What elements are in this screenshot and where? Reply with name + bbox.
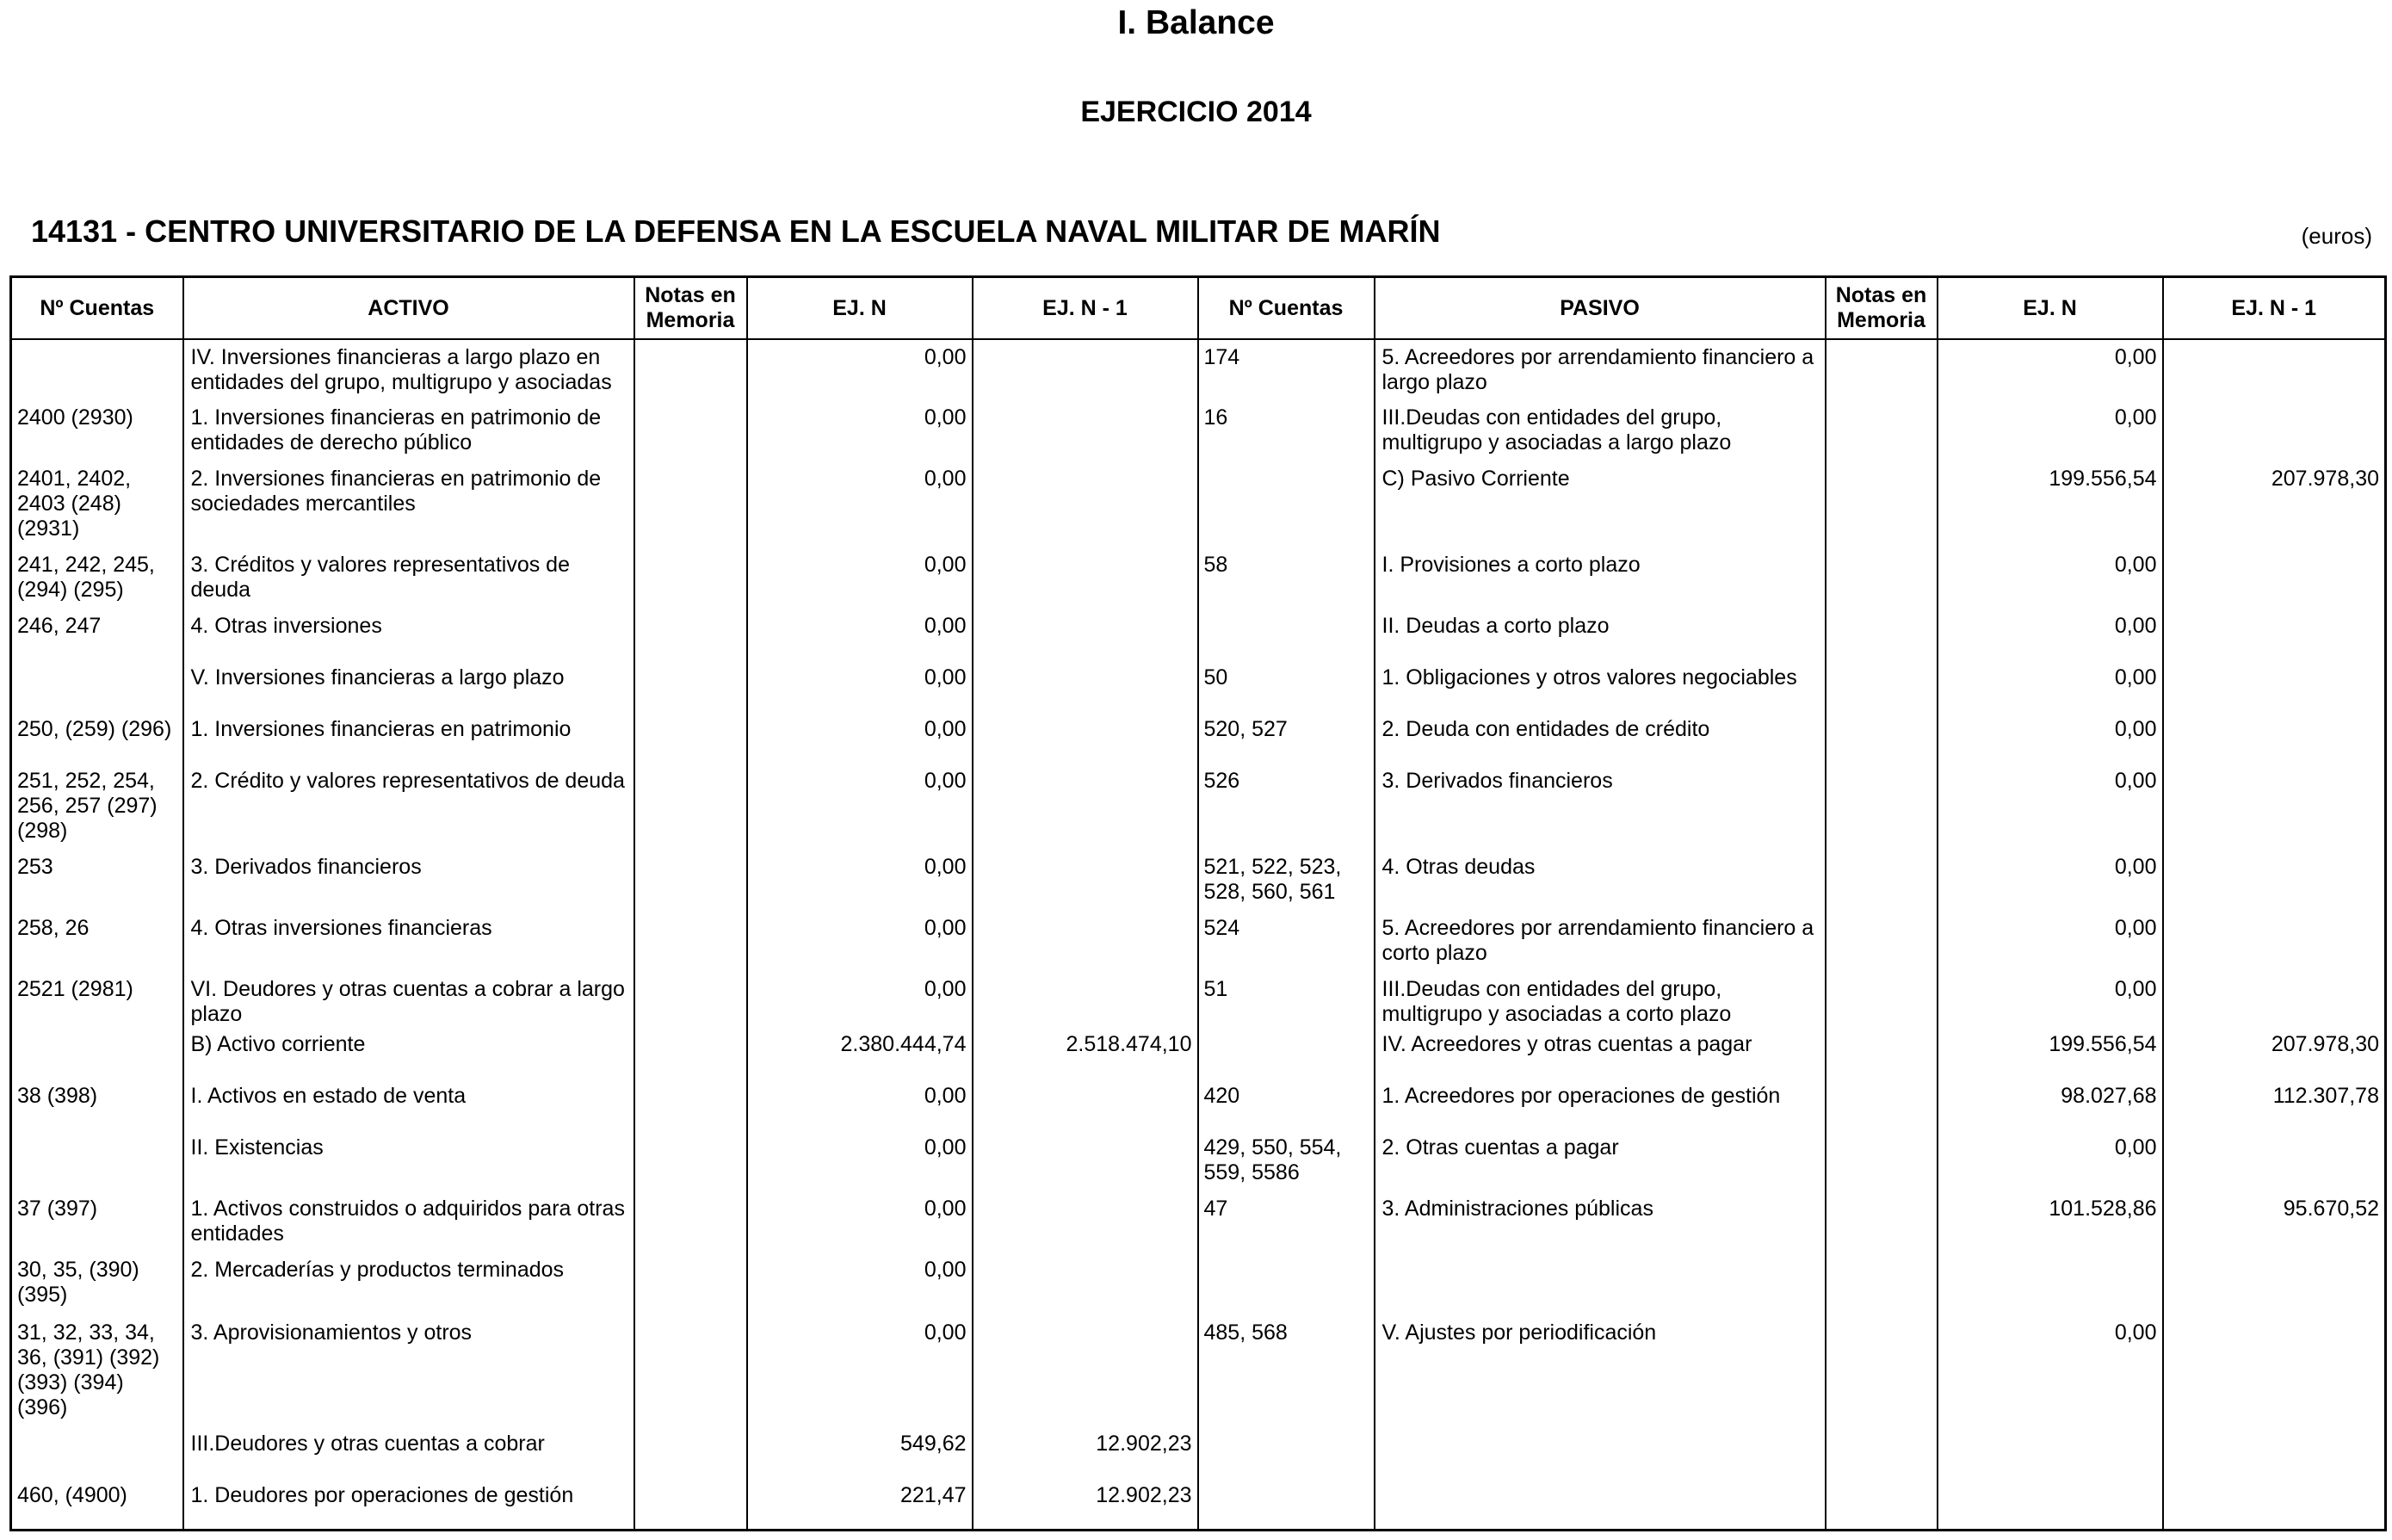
notas-activo <box>634 400 747 461</box>
table-row <box>11 972 2386 1027</box>
table-row <box>11 1315 2386 1426</box>
header-pasivo: PASIVO <box>1375 277 1826 340</box>
activo-ej-n: 0,00 <box>747 1079 973 1130</box>
table-row <box>11 547 2386 609</box>
notas-activo <box>634 461 747 547</box>
activo-ej-n: 0,00 <box>747 1252 973 1315</box>
table-row <box>11 850 2386 911</box>
pasivo-ej-n1: 95.670,52 <box>2163 1191 2386 1252</box>
account-codes-activo: 253 <box>11 850 183 911</box>
notas-pasivo <box>1826 712 1938 764</box>
pasivo-ej-n1 <box>2163 712 2386 764</box>
account-codes-activo: 2521 (2981) <box>11 972 183 1027</box>
pasivo-label: 5. Acreedores por arrendamiento financiero a corto plazo <box>1375 911 1826 972</box>
header-ej-n1-pasivo: EJ. N - 1 <box>2163 277 2386 340</box>
activo-ej-n1: 2.518.474,10 <box>973 1027 1198 1079</box>
notas-activo <box>634 850 747 911</box>
header-ej-n1-activo: EJ. N - 1 <box>973 277 1198 340</box>
header-cuentas-activo: Nº Cuentas <box>11 277 183 340</box>
header-notas-pasivo: Notas en Memoria <box>1826 277 1938 340</box>
activo-ej-n: 0,00 <box>747 339 973 400</box>
activo-ej-n1 <box>973 461 1198 547</box>
header-ej-n-pasivo: EJ. N <box>1938 277 2163 340</box>
table-row <box>11 1027 2386 1079</box>
page-title: I. Balance <box>1117 4 1275 41</box>
entity-heading: 14131 - CENTRO UNIVERSITARIO DE LA DEFENSA EN LA ESCUELA NAVAL MILITAR DE MARÍN <box>31 213 1441 249</box>
activo-ej-n1 <box>973 400 1198 461</box>
pasivo-label: III.Deudas con entidades del grupo, multigrupo y asociadas a largo plazo <box>1375 400 1826 461</box>
activo-ej-n: 2.380.444,74 <box>747 1027 973 1079</box>
table-row <box>11 400 2386 461</box>
account-codes-activo: 37 (397) <box>11 1191 183 1252</box>
pasivo-label: 2. Deuda con entidades de crédito <box>1375 712 1826 764</box>
account-codes-activo: 246, 247 <box>11 609 183 660</box>
table-row <box>11 609 2386 660</box>
account-codes-activo <box>11 660 183 712</box>
account-codes-pasivo: 520, 527 <box>1198 712 1375 764</box>
pasivo-ej-n1: 207.978,30 <box>2163 1027 2386 1079</box>
activo-ej-n: 0,00 <box>747 712 973 764</box>
notas-pasivo <box>1826 1191 1938 1252</box>
account-codes-activo <box>11 1027 183 1079</box>
table-row <box>11 1130 2386 1191</box>
account-codes-pasivo: 47 <box>1198 1191 1375 1252</box>
pasivo-ej-n: 0,00 <box>1938 609 2163 660</box>
activo-ej-n: 0,00 <box>747 1191 973 1252</box>
pasivo-ej-n1 <box>2163 764 2386 850</box>
notas-pasivo <box>1826 1315 1938 1426</box>
pasivo-label: 4. Otras deudas <box>1375 850 1826 911</box>
activo-ej-n1: 12.902,23 <box>973 1426 1198 1478</box>
activo-ej-n: 0,00 <box>747 1315 973 1426</box>
table-row <box>11 461 2386 547</box>
activo-ej-n1 <box>973 972 1198 1027</box>
account-codes-activo: 31, 32, 33, 34, 36, (391) (392) (393) (394) (396) <box>11 1315 183 1426</box>
notas-pasivo <box>1826 1252 1938 1315</box>
pasivo-label: 5. Acreedores por arrendamiento financiero a largo plazo <box>1375 339 1826 400</box>
notas-activo <box>634 972 747 1027</box>
notas-activo <box>634 712 747 764</box>
notas-activo <box>634 1478 747 1530</box>
notas-pasivo <box>1826 400 1938 461</box>
pasivo-label: V. Ajustes por periodificación <box>1375 1315 1826 1426</box>
pasivo-ej-n1: 112.307,78 <box>2163 1079 2386 1130</box>
account-codes-pasivo: 524 <box>1198 911 1375 972</box>
activo-ej-n: 0,00 <box>747 660 973 712</box>
notas-activo <box>634 609 747 660</box>
account-codes-pasivo <box>1198 461 1375 547</box>
pasivo-label: I. Provisiones a corto plazo <box>1375 547 1826 609</box>
activo-ej-n: 0,00 <box>747 911 973 972</box>
notas-activo <box>634 911 747 972</box>
pasivo-ej-n1 <box>2163 609 2386 660</box>
account-codes-activo: 258, 26 <box>11 911 183 972</box>
pasivo-ej-n1: 207.978,30 <box>2163 461 2386 547</box>
account-codes-pasivo <box>1198 1426 1375 1478</box>
activo-label: 1. Activos construidos o adquiridos para otras entidades <box>183 1191 634 1252</box>
notas-activo <box>634 547 747 609</box>
pasivo-ej-n: 199.556,54 <box>1938 461 2163 547</box>
activo-label: 1. Inversiones financieras en patrimonio <box>183 712 634 764</box>
activo-label: 2. Mercaderías y productos terminados <box>183 1252 634 1315</box>
activo-label: 2. Crédito y valores representativos de deuda <box>183 764 634 850</box>
pasivo-label: 1. Obligaciones y otros valores negociables <box>1375 660 1826 712</box>
activo-ej-n1 <box>973 1079 1198 1130</box>
notas-pasivo <box>1826 547 1938 609</box>
header-notas-activo: Notas en Memoria <box>634 277 747 340</box>
activo-ej-n: 0,00 <box>747 400 973 461</box>
notas-activo <box>634 1027 747 1079</box>
header-ej-n-activo: EJ. N <box>747 277 973 340</box>
notas-activo <box>634 660 747 712</box>
notas-pasivo <box>1826 764 1938 850</box>
activo-label: 4. Otras inversiones <box>183 609 634 660</box>
account-codes-activo: 2400 (2930) <box>11 400 183 461</box>
table-row <box>11 1079 2386 1130</box>
pasivo-ej-n: 0,00 <box>1938 400 2163 461</box>
pasivo-label: C) Pasivo Corriente <box>1375 461 1826 547</box>
notas-activo <box>634 1426 747 1478</box>
notas-activo <box>634 1079 747 1130</box>
activo-label: 1. Deudores por operaciones de gestión <box>183 1478 634 1530</box>
account-codes-activo: 38 (398) <box>11 1079 183 1130</box>
pasivo-label: II. Deudas a corto plazo <box>1375 609 1826 660</box>
account-codes-pasivo <box>1198 1027 1375 1079</box>
pasivo-ej-n <box>1938 1252 2163 1315</box>
pasivo-ej-n1 <box>2163 1130 2386 1191</box>
balance-table <box>9 275 2387 1531</box>
activo-ej-n1: 12.902,23 <box>973 1478 1198 1530</box>
activo-ej-n1 <box>973 850 1198 911</box>
pasivo-label: 3. Administraciones públicas <box>1375 1191 1826 1252</box>
activo-label: III.Deudores y otras cuentas a cobrar <box>183 1426 634 1478</box>
account-codes-activo: 251, 252, 254, 256, 257 (297) (298) <box>11 764 183 850</box>
activo-ej-n: 0,00 <box>747 764 973 850</box>
notas-pasivo <box>1826 1079 1938 1130</box>
activo-ej-n1 <box>973 764 1198 850</box>
table-row <box>11 712 2386 764</box>
pasivo-ej-n: 0,00 <box>1938 547 2163 609</box>
account-codes-pasivo: 16 <box>1198 400 1375 461</box>
table-row <box>11 339 2386 400</box>
account-codes-activo: 2401, 2402, 2403 (248) (2931) <box>11 461 183 547</box>
activo-label: II. Existencias <box>183 1130 634 1191</box>
account-codes-pasivo <box>1198 609 1375 660</box>
pasivo-label <box>1375 1252 1826 1315</box>
activo-ej-n1 <box>973 547 1198 609</box>
account-codes-pasivo <box>1198 1478 1375 1530</box>
account-codes-pasivo: 50 <box>1198 660 1375 712</box>
pasivo-ej-n1 <box>2163 660 2386 712</box>
activo-ej-n1 <box>973 1252 1198 1315</box>
pasivo-label <box>1375 1426 1826 1478</box>
pasivo-label: IV. Acreedores y otras cuentas a pagar <box>1375 1027 1826 1079</box>
account-codes-activo <box>11 1130 183 1191</box>
notas-pasivo <box>1826 1130 1938 1191</box>
pasivo-label: 3. Derivados financieros <box>1375 764 1826 850</box>
account-codes-activo: 30, 35, (390) (395) <box>11 1252 183 1315</box>
activo-ej-n: 0,00 <box>747 1130 973 1191</box>
pasivo-ej-n <box>1938 1478 2163 1530</box>
pasivo-ej-n: 0,00 <box>1938 850 2163 911</box>
activo-ej-n: 0,00 <box>747 461 973 547</box>
activo-ej-n1 <box>973 1191 1198 1252</box>
pasivo-label <box>1375 1478 1826 1530</box>
activo-label: B) Activo corriente <box>183 1027 634 1079</box>
activo-ej-n: 549,62 <box>747 1426 973 1478</box>
activo-label: 2. Inversiones financieras en patrimonio de sociedades mercantiles <box>183 461 634 547</box>
notas-pasivo <box>1826 1426 1938 1478</box>
pasivo-ej-n: 0,00 <box>1938 972 2163 1027</box>
currency-unit: (euros) <box>2301 223 2372 249</box>
notas-activo <box>634 1252 747 1315</box>
table-row <box>11 1426 2386 1478</box>
table-row <box>11 911 2386 972</box>
pasivo-ej-n: 0,00 <box>1938 764 2163 850</box>
table-row <box>11 1252 2386 1315</box>
pasivo-ej-n: 98.027,68 <box>1938 1079 2163 1130</box>
account-codes-activo: 241, 242, 245, (294) (295) <box>11 547 183 609</box>
notas-pasivo <box>1826 609 1938 660</box>
pasivo-label: III.Deudas con entidades del grupo, multigrupo y asociadas a corto plazo <box>1375 972 1826 1027</box>
notas-activo <box>634 764 747 850</box>
pasivo-ej-n1 <box>2163 972 2386 1027</box>
pasivo-label: 2. Otras cuentas a pagar <box>1375 1130 1826 1191</box>
activo-label: 4. Otras inversiones financieras <box>183 911 634 972</box>
activo-label: 3. Aprovisionamientos y otros <box>183 1315 634 1426</box>
fiscal-year-title: EJERCICIO 2014 <box>1080 96 1312 128</box>
activo-ej-n: 221,47 <box>747 1478 973 1530</box>
activo-ej-n1 <box>973 609 1198 660</box>
pasivo-ej-n1 <box>2163 339 2386 400</box>
table-row <box>11 660 2386 712</box>
activo-label: I. Activos en estado de venta <box>183 1079 634 1130</box>
notas-activo <box>634 1191 747 1252</box>
notas-pasivo <box>1826 911 1938 972</box>
account-codes-pasivo: 526 <box>1198 764 1375 850</box>
account-codes-pasivo: 174 <box>1198 339 1375 400</box>
table-row <box>11 1191 2386 1252</box>
notas-activo <box>634 1315 747 1426</box>
pasivo-label: 1. Acreedores por operaciones de gestión <box>1375 1079 1826 1130</box>
pasivo-ej-n: 0,00 <box>1938 660 2163 712</box>
notas-pasivo <box>1826 339 1938 400</box>
activo-ej-n: 0,00 <box>747 609 973 660</box>
activo-ej-n1 <box>973 1130 1198 1191</box>
notas-pasivo <box>1826 972 1938 1027</box>
pasivo-ej-n1 <box>2163 400 2386 461</box>
account-codes-activo: 250, (259) (296) <box>11 712 183 764</box>
activo-label: IV. Inversiones financieras a largo plazo en entidades del grupo, multigrupo y asociadas <box>183 339 634 400</box>
pasivo-ej-n1 <box>2163 911 2386 972</box>
notas-pasivo <box>1826 850 1938 911</box>
activo-label: 1. Inversiones financieras en patrimonio de entidades de derecho público <box>183 400 634 461</box>
pasivo-ej-n1 <box>2163 1252 2386 1315</box>
notas-activo <box>634 1130 747 1191</box>
account-codes-pasivo: 429, 550, 554, 559, 5586 <box>1198 1130 1375 1191</box>
account-codes-pasivo <box>1198 1252 1375 1315</box>
account-codes-activo: 460, (4900) <box>11 1478 183 1530</box>
header-activo: ACTIVO <box>183 277 634 340</box>
account-codes-pasivo: 420 <box>1198 1079 1375 1130</box>
notas-pasivo <box>1826 1478 1938 1530</box>
pasivo-ej-n: 0,00 <box>1938 911 2163 972</box>
activo-label: V. Inversiones financieras a largo plazo <box>183 660 634 712</box>
activo-ej-n1 <box>973 1315 1198 1426</box>
activo-ej-n1 <box>973 712 1198 764</box>
account-codes-pasivo: 521, 522, 523, 528, 560, 561 <box>1198 850 1375 911</box>
activo-ej-n1 <box>973 339 1198 400</box>
activo-label: 3. Derivados financieros <box>183 850 634 911</box>
account-codes-pasivo: 51 <box>1198 972 1375 1027</box>
activo-ej-n1 <box>973 911 1198 972</box>
account-codes-activo <box>11 339 183 400</box>
account-codes-activo <box>11 1426 183 1478</box>
pasivo-ej-n: 0,00 <box>1938 339 2163 400</box>
header-row <box>11 277 2386 340</box>
pasivo-ej-n: 0,00 <box>1938 712 2163 764</box>
table-row <box>11 1478 2386 1530</box>
account-codes-pasivo: 485, 568 <box>1198 1315 1375 1426</box>
activo-ej-n: 0,00 <box>747 547 973 609</box>
pasivo-ej-n1 <box>2163 547 2386 609</box>
pasivo-ej-n1 <box>2163 1426 2386 1478</box>
activo-label: 3. Créditos y valores representativos de deuda <box>183 547 634 609</box>
pasivo-ej-n: 0,00 <box>1938 1315 2163 1426</box>
account-codes-pasivo: 58 <box>1198 547 1375 609</box>
pasivo-ej-n: 199.556,54 <box>1938 1027 2163 1079</box>
activo-label: VI. Deudores y otras cuentas a cobrar a largo plazo <box>183 972 634 1027</box>
notas-pasivo <box>1826 660 1938 712</box>
pasivo-ej-n: 101.528,86 <box>1938 1191 2163 1252</box>
notas-pasivo <box>1826 1027 1938 1079</box>
pasivo-ej-n1 <box>2163 1478 2386 1530</box>
pasivo-ej-n <box>1938 1426 2163 1478</box>
activo-ej-n: 0,00 <box>747 850 973 911</box>
header-cuentas-pasivo: Nº Cuentas <box>1198 277 1375 340</box>
notas-activo <box>634 339 747 400</box>
table-row <box>11 764 2386 850</box>
pasivo-ej-n1 <box>2163 1315 2386 1426</box>
pasivo-ej-n: 0,00 <box>1938 1130 2163 1191</box>
activo-ej-n1 <box>973 660 1198 712</box>
notas-pasivo <box>1826 461 1938 547</box>
pasivo-ej-n1 <box>2163 850 2386 911</box>
activo-ej-n: 0,00 <box>747 972 973 1027</box>
